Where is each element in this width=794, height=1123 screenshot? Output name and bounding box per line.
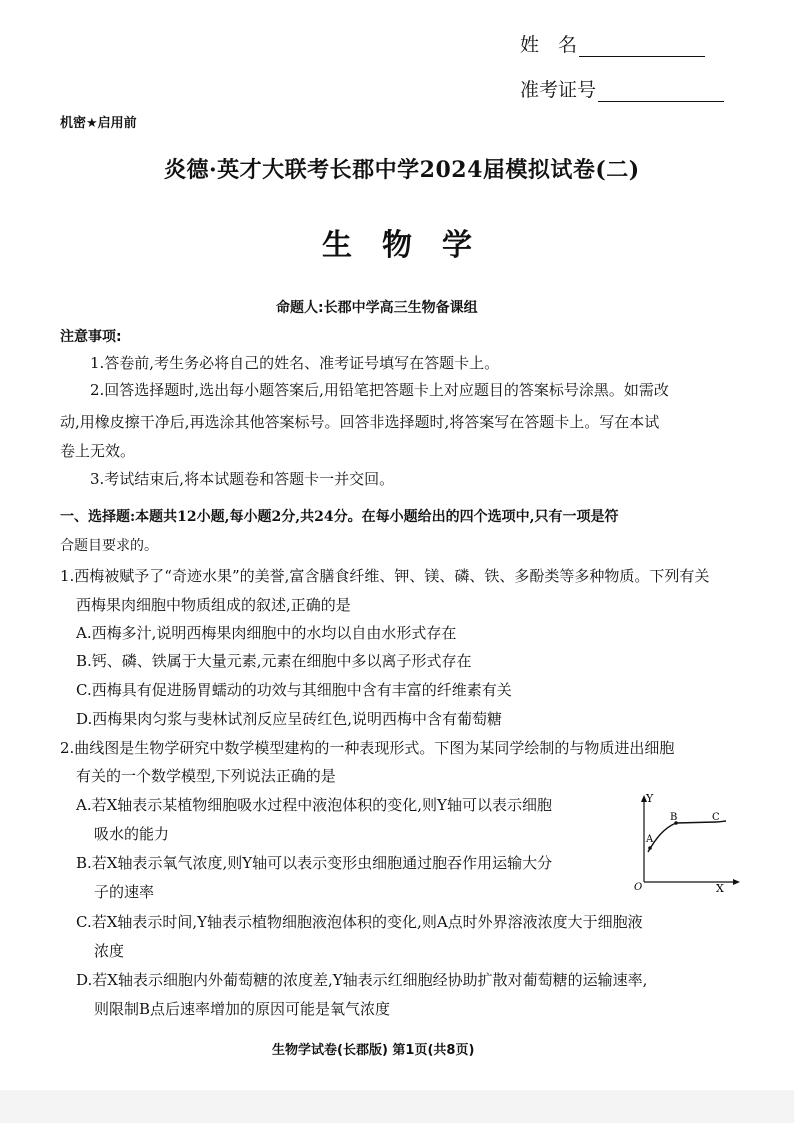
notes-item: 2.回答选择题时,选出每小题答案后,用铅笔把答题卡上对应题目的答案标号涂黑。如需改 [90, 381, 669, 399]
origin-label: O [634, 882, 643, 893]
notes-item: 3.考试结束后,将本试题卷和答题卡一并交回。 [90, 470, 395, 488]
notes-item: 1.答卷前,考生务必将自己的姓名、准考证号填写在答题卡上。 [90, 354, 500, 372]
exam-title: 炎德·英才大联考长郡中学2024届模拟试卷(二) [164, 157, 640, 183]
q2-option-c-cont: 浓度 [94, 942, 125, 960]
q2-option-c: C.若X轴表示时间,Y轴表示植物细胞液泡体积的变化,则A点时外界溶液浓度大于细胞液 [76, 913, 643, 931]
notes-item: 动,用橡皮擦干净后,再选涂其他答案标号。回答非选择题时,将答案写在答题卡上。写在本试 [60, 413, 660, 431]
q1-option-c: C.西梅具有促进肠胃蠕动的功效与其细胞中含有丰富的纤维素有关 [76, 681, 512, 699]
q2-option-a-cont: 吸水的能力 [94, 825, 170, 843]
q2-stem: 2.曲线图是生物学研究中数学模型建构的一种表现形式。下图为某同学绘制的与物质进出细胞 [60, 739, 675, 757]
q1-option-a: A.西梅多汁,说明西梅果肉细胞中的水均以自由水形式存在 [76, 624, 457, 642]
q2-option-a: A.若X轴表示某植物细胞吸水过程中液泡体积的变化,则Y轴可以表示细胞 [76, 796, 552, 814]
q2-option-b-cont: 子的速率 [94, 883, 155, 901]
id-blank [598, 83, 724, 102]
name-blank [579, 38, 705, 57]
curve [648, 821, 726, 852]
q1-stem: 西梅果肉细胞中物质组成的叙述,正确的是 [76, 596, 351, 614]
q1-option-b: B.钙、磷、铁属于大量元素,元素在细胞中多以离子形式存在 [76, 652, 472, 670]
name-label: 姓 名 [520, 34, 578, 56]
q1-stem: 1.西梅被赋予了“奇迹水果”的美誉,富含膳食纤维、钾、镁、磷、铁、多酚类等多种物质。下列有关 [60, 567, 710, 585]
subject-title: 生 物 学 [322, 228, 472, 263]
x-axis-arrow [733, 879, 740, 885]
point-b-label: B [670, 812, 678, 823]
y-axis-label: Y [646, 792, 654, 805]
q2-option-b: B.若X轴表示氧气浓度,则Y轴可以表示变形虫细胞通过胞吞作用运输大分 [76, 854, 553, 872]
section-heading-cont: 合题目要求的。 [60, 538, 158, 554]
point-a-label: A [646, 834, 654, 845]
author-line: 命题人:长郡中学高三生物备课组 [276, 300, 478, 316]
q2-graph [628, 790, 746, 895]
x-axis-label: X [716, 882, 724, 895]
q1-option-d: D.西梅果肉匀浆与斐林试剂反应呈砖红色,说明西梅中含有葡萄糖 [76, 710, 503, 728]
notes-heading: 注意事项: [60, 329, 122, 345]
point-a-dot [648, 846, 652, 850]
bottom-band [0, 1090, 794, 1123]
q2-stem: 有关的一个数学模型,下列说法正确的是 [76, 767, 336, 785]
section-heading: 一、选择题:本题共12小题,每小题2分,共24分。在每小题给出的四个选项中,只有一项是符 [60, 509, 619, 525]
confidential-mark: 机密★启用前 [60, 116, 137, 131]
name-field [520, 30, 705, 57]
point-c-label: C [712, 812, 720, 823]
id-label: 准考证号 [520, 79, 597, 101]
id-field [520, 75, 724, 102]
q2-option-d: D.若X轴表示细胞内外葡萄糖的浓度差,Y轴表示红细胞经协助扩散对葡萄糖的运输速率, [76, 971, 648, 989]
page-footer: 生物学试卷(长郡版) 第1页(共8页) [272, 1043, 475, 1058]
notes-item: 卷上无效。 [60, 442, 136, 460]
q2-option-d-cont: 则限制B点后速率增加的原因可能是氧气浓度 [94, 1000, 391, 1018]
